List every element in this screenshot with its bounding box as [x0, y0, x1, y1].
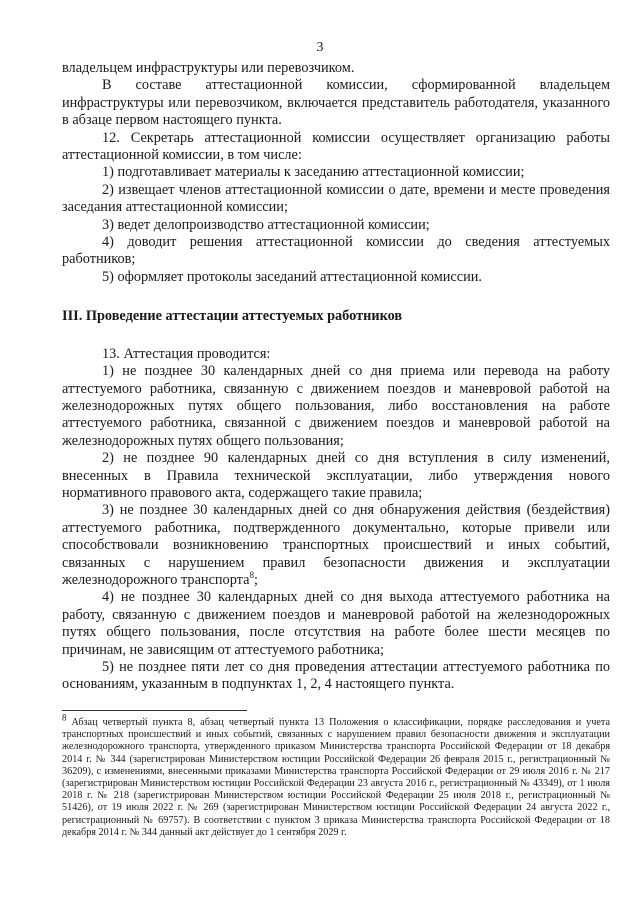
list-item-12-2: 2) извещает членов аттестационной комиссии о дате, времени и месте проведения заседания аттестационной комиссии;	[62, 181, 610, 216]
list-item-13-4: 4) не позднее 30 календарных дней со дня выхода аттестуемого работника на работу, связанную с движением поездов и маневровой работой на железнодорожных путях общего пользования, после отсутствия на работе более шести месяцев по причинам, не зависящим от аттестуемого работника;	[62, 589, 610, 658]
section-heading: III. Проведение аттестации аттестуемых работников	[62, 308, 403, 325]
list-item-13-2: 2) не позднее 90 календарных дней со дня вступления в силу изменений, внесенных в Правила технической эксплуатации, либо утверждения нового нормативного правового акта, содержащего такие правила;	[62, 450, 610, 501]
list-item-13-3-text: 3) не позднее 30 календарных дней со дня обнаружения действия (бездействия) аттестуемого работника, подтвержденного документально, которые привели или способствовали возникновению транспортных происшествий и иных событий, связанных с нарушением правил безопасности движения и эксплуатации железнодорожного транспорта	[62, 502, 610, 588]
list-item-13-3-tail: ;	[253, 571, 258, 588]
paragraph-commission-composition: В составе аттестационной комиссии, сформированной владельцем инфраструктуры или перевозчиком, включается представитель работодателя, указанного в абзаце первом настоящего пункта.	[62, 77, 610, 129]
list-item-13-5: 5) не позднее пяти лет со дня проведения аттестации аттестуемого работника по основаниям, указанным в подпунктах 1, 2, 4 настоящего пункта.	[62, 659, 610, 693]
list-item-12-3: 3) ведет делопроизводство аттестационной комиссии;	[102, 216, 430, 233]
paragraph-item-12: 12. Секретарь аттестационной комиссии осуществляет организацию работы аттестационной комиссии, в том числе:	[62, 129, 610, 164]
paragraph-item-13: 13. Аттестация проводится:	[102, 345, 271, 362]
list-item-13-1: 1) не позднее 30 календарных дней со дня приема или перевода на работу аттестуемого работника, связанную с движением поездов и маневровой работой на железнодорожных путях общего пользования, либо восстановления на работе аттестуемого работника, связанной с движением поездов и маневровой работой на железнодорожных путях общего пользования;	[62, 363, 610, 449]
footnote	[62, 712, 610, 839]
list-item-12-5: 5) оформляет протоколы заседаний аттестационной комиссии.	[102, 268, 482, 285]
list-item-13-3	[62, 502, 610, 589]
paragraph-continuation: владельцем инфраструктуры или перевозчиком.	[62, 60, 355, 76]
list-item-12-4: 4) доводит решения аттестационной комиссии до сведения аттестуемых работников;	[62, 234, 610, 268]
footnote-divider	[62, 710, 247, 711]
footnote-marker: 8	[62, 712, 67, 723]
footnote-text: Абзац четвертый пункта 8, абзац четвертый пункта 13 Положения о классификации, порядке расследования и учета транспортных происшествий и иных событий, связанных с нарушением правил безопасности движения и эксплуатации железнодорожного транспорта, утвержденного приказом Министерства транспорта Российской Федерации от 18 декабря 2014 г. № 344 (зарегистрирован Министерством юстиции Российской Федерации 26 февраля 2015 г., регистрационный № 36209), с изменениями, внесенными приказами Министерства транспорта Российской Федерации от 29 июля 2016 г. № 217 (зарегистрирован Министерством юстиции Российской Федерации 23 августа 2016 г., регистрационный № 43349), от 1 июля 2018 г. № 218 (зарегистрирован Министерством юстиции Российской Федерации 25 июля 2018 г., регистрационный № 51426), от 19 июля 2022 г. № 269 (зарегистрирован Министерством юстиции Российской Федерации 24 августа 2022 г., регистрационный № 69757). В соответствии с пунктом 3 приказа Министерства транспорта Российской Федерации от 18 декабря 2014 г. № 344 данный акт действует до 1 сентября 2029 г.	[62, 717, 610, 838]
page-number: 3	[316, 40, 324, 55]
document-body	[62, 60, 610, 694]
footnote-reference[interactable]: 8	[249, 570, 254, 581]
list-item-12-1: 1) подготавливает материалы к заседанию аттестационной комиссии;	[102, 164, 525, 181]
